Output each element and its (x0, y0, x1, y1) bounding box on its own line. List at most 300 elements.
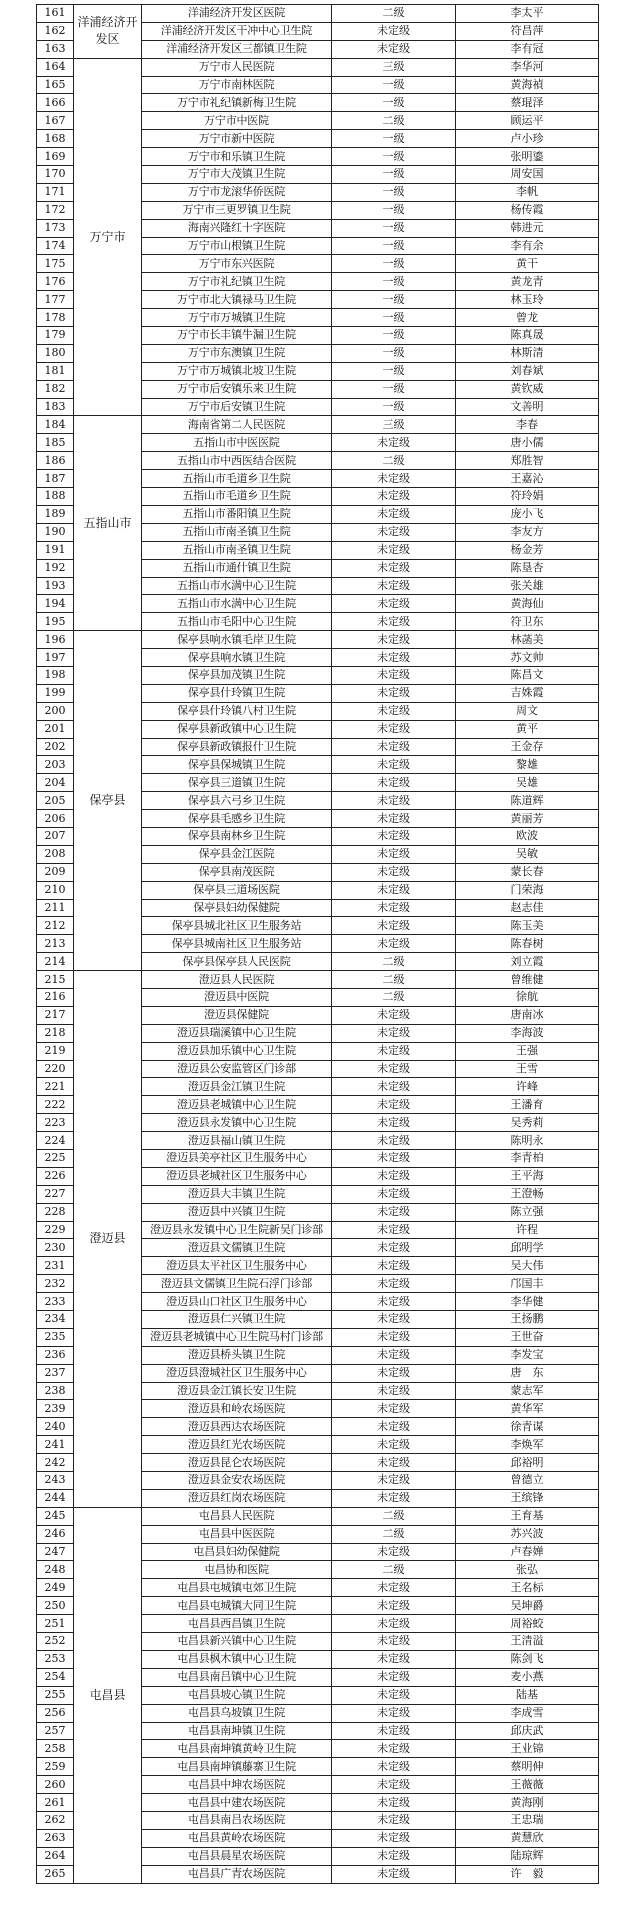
hospital-name: 五指山市毛道乡卫生院 (142, 470, 332, 488)
hospital-level: 未定级 (332, 1096, 456, 1114)
hospital-name: 洋浦经济开发区医院 (142, 5, 332, 23)
contact-person: 李华健 (456, 1293, 599, 1311)
contact-person: 文善明 (456, 398, 599, 416)
contact-person: 王忠瑞 (456, 1811, 599, 1829)
hospital-name: 澄迈县瑞溪镇中心卫生院 (142, 1024, 332, 1042)
hospital-level: 一级 (332, 94, 456, 112)
contact-person: 李华河 (456, 58, 599, 76)
contact-person: 吴敏 (456, 845, 599, 863)
contact-person: 蒙长春 (456, 863, 599, 881)
hospital-name: 五指山市南圣镇卫生院 (142, 523, 332, 541)
hospital-name: 屯昌县枫木镇中心卫生院 (142, 1650, 332, 1668)
contact-person: 刘春斌 (456, 362, 599, 380)
row-number: 168 (37, 130, 74, 148)
contact-person: 吴大伟 (456, 1257, 599, 1275)
hospital-name: 保亭县加茂镇卫生院 (142, 666, 332, 684)
hospital-name: 澄迈县永发镇中心卫生院 (142, 1114, 332, 1132)
hospital-level: 未定级 (332, 917, 456, 935)
hospital-level: 二级 (332, 971, 456, 989)
table-row (37, 58, 599, 76)
row-number: 254 (37, 1668, 74, 1686)
hospital-name: 万宁市东澳镇卫生院 (142, 344, 332, 362)
hospital-name: 屯昌县乌坡镇卫生院 (142, 1704, 332, 1722)
row-number: 259 (37, 1758, 74, 1776)
hospital-name: 屯昌县南吕镇中心卫生院 (142, 1668, 332, 1686)
region-cell: 洋浦经济开发区 (74, 5, 142, 59)
row-number: 231 (37, 1257, 74, 1275)
contact-person: 张关雄 (456, 577, 599, 595)
hospital-level: 未定级 (332, 523, 456, 541)
hospital-name: 五指山市毛道乡卫生院 (142, 488, 332, 506)
hospital-level: 一级 (332, 237, 456, 255)
row-number: 249 (37, 1579, 74, 1597)
hospital-name: 澄迈县昆仑农场医院 (142, 1454, 332, 1472)
contact-person: 苏文帅 (456, 649, 599, 667)
contact-person: 曾维健 (456, 971, 599, 989)
hospital-level: 未定级 (332, 827, 456, 845)
hospital-name: 万宁市北大镇禄马卫生院 (142, 291, 332, 309)
row-number: 183 (37, 398, 74, 416)
hospital-level: 未定级 (332, 488, 456, 506)
hospital-name: 屯昌县人民医院 (142, 1507, 332, 1525)
hospital-level: 未定级 (332, 810, 456, 828)
row-number: 200 (37, 702, 74, 720)
hospital-level: 未定级 (332, 666, 456, 684)
hospital-name: 屯昌县广青农场医院 (142, 1865, 332, 1883)
row-number: 181 (37, 362, 74, 380)
contact-person: 黎雄 (456, 756, 599, 774)
hospital-level: 未定级 (332, 1794, 456, 1812)
hospital-level: 二级 (332, 988, 456, 1006)
contact-person: 赵志佳 (456, 899, 599, 917)
hospital-level: 未定级 (332, 1328, 456, 1346)
row-number: 225 (37, 1150, 74, 1168)
hospital-level: 三级 (332, 416, 456, 434)
row-number: 226 (37, 1167, 74, 1185)
hospital-level: 未定级 (332, 1275, 456, 1293)
hospital-level: 未定级 (332, 40, 456, 58)
row-number: 253 (37, 1650, 74, 1668)
hospital-name: 澄迈县美亭社区卫生服务中心 (142, 1150, 332, 1168)
contact-person: 王育基 (456, 1507, 599, 1525)
hospital-name: 五指山市南圣镇卫生院 (142, 541, 332, 559)
contact-person: 王扬鹏 (456, 1311, 599, 1329)
hospital-name: 洋浦经济开发区三都镇卫生院 (142, 40, 332, 58)
hospital-name: 五指山市水满中心卫生院 (142, 577, 332, 595)
hospital-level: 一级 (332, 166, 456, 184)
contact-person: 唐 东 (456, 1364, 599, 1382)
hospital-name: 澄迈县中医院 (142, 988, 332, 1006)
hospital-level: 未定级 (332, 1650, 456, 1668)
hospital-level: 未定级 (332, 541, 456, 559)
contact-person: 王名标 (456, 1579, 599, 1597)
row-number: 247 (37, 1543, 74, 1561)
row-number: 184 (37, 416, 74, 434)
row-number: 222 (37, 1096, 74, 1114)
row-number: 250 (37, 1597, 74, 1615)
hospital-level: 一级 (332, 183, 456, 201)
hospital-level: 未定级 (332, 1006, 456, 1024)
contact-person: 黄干 (456, 255, 599, 273)
row-number: 167 (37, 112, 74, 130)
contact-person: 周安国 (456, 166, 599, 184)
hospital-name: 屯昌县中医医院 (142, 1525, 332, 1543)
contact-person: 林斯清 (456, 344, 599, 362)
hospital-name: 屯昌县屯城镇屯郊卫生院 (142, 1579, 332, 1597)
hospital-level: 一级 (332, 309, 456, 327)
row-number: 240 (37, 1418, 74, 1436)
hospital-name: 保亭县保亭县人民医院 (142, 953, 332, 971)
hospital-name: 保亭县新政镇中心卫生院 (142, 720, 332, 738)
hospital-name: 屯昌县晨星农场医院 (142, 1847, 332, 1865)
row-number: 256 (37, 1704, 74, 1722)
row-number: 202 (37, 738, 74, 756)
row-number: 237 (37, 1364, 74, 1382)
hospital-level: 未定级 (332, 1311, 456, 1329)
contact-person: 黄海禎 (456, 76, 599, 94)
hospital-name: 澄迈县加乐镇中心卫生院 (142, 1042, 332, 1060)
row-number: 174 (37, 237, 74, 255)
contact-person: 陈春树 (456, 935, 599, 953)
hospital-name: 澄迈县山口社区卫生服务中心 (142, 1293, 332, 1311)
hospital-level: 未定级 (332, 1400, 456, 1418)
hospital-level: 未定级 (332, 613, 456, 631)
contact-person: 邱庆武 (456, 1722, 599, 1740)
hospital-level: 一级 (332, 273, 456, 291)
hospital-level: 未定级 (332, 774, 456, 792)
contact-person: 黄钦威 (456, 380, 599, 398)
row-number: 235 (37, 1328, 74, 1346)
contact-person: 邱明学 (456, 1239, 599, 1257)
contact-person: 李有余 (456, 237, 599, 255)
hospital-name: 澄迈县仁兴镇卫生院 (142, 1311, 332, 1329)
row-number: 218 (37, 1024, 74, 1042)
contact-person: 欧波 (456, 827, 599, 845)
row-number: 219 (37, 1042, 74, 1060)
hospital-level: 未定级 (332, 1454, 456, 1472)
contact-person: 吴雄 (456, 774, 599, 792)
row-number: 180 (37, 344, 74, 362)
contact-person: 李友方 (456, 523, 599, 541)
hospital-name: 万宁市龙滚华侨医院 (142, 183, 332, 201)
hospital-name: 屯昌县坡心镇卫生院 (142, 1686, 332, 1704)
row-number: 251 (37, 1615, 74, 1633)
contact-person: 唐南冰 (456, 1006, 599, 1024)
hospital-level: 二级 (332, 953, 456, 971)
hospital-level: 未定级 (332, 720, 456, 738)
row-number: 162 (37, 22, 74, 40)
contact-person: 吴坤爵 (456, 1597, 599, 1615)
hospital-level: 未定级 (332, 935, 456, 953)
row-number: 195 (37, 613, 74, 631)
hospital-level: 未定级 (332, 1060, 456, 1078)
contact-person: 周文 (456, 702, 599, 720)
row-number: 220 (37, 1060, 74, 1078)
hospital-level: 一级 (332, 130, 456, 148)
contact-person: 杨金芳 (456, 541, 599, 559)
hospital-name: 万宁市三更罗镇卫生院 (142, 201, 332, 219)
row-number: 179 (37, 327, 74, 345)
hospital-name: 保亭县三道镇卫生院 (142, 774, 332, 792)
row-number: 198 (37, 666, 74, 684)
hospital-name: 五指山市中医医院 (142, 434, 332, 452)
hospital-level: 未定级 (332, 1346, 456, 1364)
hospital-level: 未定级 (332, 1364, 456, 1382)
hospital-name: 万宁市新中医院 (142, 130, 332, 148)
hospital-name: 澄迈县太平社区卫生服务中心 (142, 1257, 332, 1275)
hospital-level: 未定级 (332, 1132, 456, 1150)
contact-person: 黄平 (456, 720, 599, 738)
row-number: 211 (37, 899, 74, 917)
hospital-name: 保亭县城北社区卫生服务站 (142, 917, 332, 935)
row-number: 191 (37, 541, 74, 559)
hospital-level: 二级 (332, 5, 456, 23)
contact-person: 卢小珍 (456, 130, 599, 148)
hospital-name: 澄迈县永发镇中心卫生院新吴门诊部 (142, 1221, 332, 1239)
hospital-level: 未定级 (332, 1543, 456, 1561)
hospital-level: 未定级 (332, 1436, 456, 1454)
contact-person: 许程 (456, 1221, 599, 1239)
hospital-level: 未定级 (332, 22, 456, 40)
hospital-name: 保亭县六弓乡卫生院 (142, 792, 332, 810)
hospital-name: 海南兴隆红十字医院 (142, 219, 332, 237)
contact-person: 黄龙青 (456, 273, 599, 291)
hospital-level: 未定级 (332, 738, 456, 756)
hospital-name: 万宁市长丰镇牛漏卫生院 (142, 327, 332, 345)
contact-person: 李发宝 (456, 1346, 599, 1364)
hospital-name: 澄迈县桥头镇卫生院 (142, 1346, 332, 1364)
row-number: 257 (37, 1722, 74, 1740)
table-row (37, 971, 599, 989)
contact-person: 陈玉美 (456, 917, 599, 935)
hospital-level: 未定级 (332, 1758, 456, 1776)
contact-person: 李海波 (456, 1024, 599, 1042)
row-number: 241 (37, 1436, 74, 1454)
hospital-name: 保亭县保城镇卫生院 (142, 756, 332, 774)
contact-person: 陈真晟 (456, 327, 599, 345)
row-number: 197 (37, 649, 74, 667)
hospital-name: 屯昌县南坤镇黄岭卫生院 (142, 1740, 332, 1758)
contact-person: 庞小飞 (456, 505, 599, 523)
contact-person: 郑胜智 (456, 452, 599, 470)
hospital-name: 澄迈县大丰镇卫生院 (142, 1185, 332, 1203)
hospital-level: 未定级 (332, 577, 456, 595)
hospital-level: 未定级 (332, 1418, 456, 1436)
row-number: 176 (37, 273, 74, 291)
hospital-name: 屯昌县中坤农场医院 (142, 1776, 332, 1794)
contact-person: 黄丽芳 (456, 810, 599, 828)
row-number: 221 (37, 1078, 74, 1096)
hospital-name: 保亭县响水镇卫生院 (142, 649, 332, 667)
row-number: 192 (37, 559, 74, 577)
hospital-level: 一级 (332, 219, 456, 237)
row-number: 224 (37, 1132, 74, 1150)
hospital-level: 未定级 (332, 1489, 456, 1507)
hospital-name: 屯昌县南坤镇卫生院 (142, 1722, 332, 1740)
hospital-level: 未定级 (332, 1024, 456, 1042)
region-cell: 屯昌县 (74, 1507, 142, 1883)
hospital-level: 一级 (332, 255, 456, 273)
contact-person: 王强 (456, 1042, 599, 1060)
hospital-level: 未定级 (332, 1865, 456, 1883)
hospital-level: 未定级 (332, 1776, 456, 1794)
contact-person: 符卫东 (456, 613, 599, 631)
row-number: 171 (37, 183, 74, 201)
hospital-level: 未定级 (332, 1633, 456, 1651)
hospital-level: 二级 (332, 452, 456, 470)
contact-person: 林菡美 (456, 631, 599, 649)
hospital-level: 未定级 (332, 845, 456, 863)
row-number: 261 (37, 1794, 74, 1812)
row-number: 252 (37, 1633, 74, 1651)
contact-person: 李成雪 (456, 1704, 599, 1722)
hospital-level: 未定级 (332, 1221, 456, 1239)
hospital-level: 未定级 (332, 1042, 456, 1060)
contact-person: 陈道辉 (456, 792, 599, 810)
hospital-name: 万宁市东兴医院 (142, 255, 332, 273)
hospital-name: 五指山市毛阳中心卫生院 (142, 613, 332, 631)
hospital-name: 澄迈县澄城社区卫生服务中心 (142, 1364, 332, 1382)
hospital-name: 万宁市和乐镇卫生院 (142, 148, 332, 166)
hospital-name: 澄迈县红岗农场医院 (142, 1489, 332, 1507)
hospital-level: 未定级 (332, 1829, 456, 1847)
hospital-table (36, 4, 599, 1884)
row-number: 201 (37, 720, 74, 738)
row-number: 182 (37, 380, 74, 398)
row-number: 260 (37, 1776, 74, 1794)
hospital-name: 保亭县三道场医院 (142, 881, 332, 899)
contact-person: 杨传霞 (456, 201, 599, 219)
contact-person: 邝国丰 (456, 1275, 599, 1293)
row-number: 233 (37, 1293, 74, 1311)
contact-person: 王缤锋 (456, 1489, 599, 1507)
hospital-name: 万宁市后安镇卫生院 (142, 398, 332, 416)
hospital-level: 一级 (332, 327, 456, 345)
row-number: 204 (37, 774, 74, 792)
row-number: 238 (37, 1382, 74, 1400)
row-number: 187 (37, 470, 74, 488)
row-number: 234 (37, 1311, 74, 1329)
hospital-level: 一级 (332, 76, 456, 94)
contact-person: 陈明永 (456, 1132, 599, 1150)
table-row (37, 631, 599, 649)
contact-person: 陈剑飞 (456, 1650, 599, 1668)
region-cell: 万宁市 (74, 58, 142, 416)
hospital-name: 万宁市人民医院 (142, 58, 332, 76)
row-number: 169 (37, 148, 74, 166)
hospital-level: 未定级 (332, 559, 456, 577)
hospital-level: 一级 (332, 291, 456, 309)
hospital-name: 万宁市万城镇北坡卫生院 (142, 362, 332, 380)
contact-person: 王金存 (456, 738, 599, 756)
contact-person: 黄华军 (456, 1400, 599, 1418)
hospital-name: 屯昌县南吕农场医院 (142, 1811, 332, 1829)
contact-person: 邱裕明 (456, 1454, 599, 1472)
row-number: 243 (37, 1472, 74, 1490)
contact-person: 刘立霞 (456, 953, 599, 971)
hospital-level: 未定级 (332, 756, 456, 774)
hospital-name: 五指山市中西医结合医院 (142, 452, 332, 470)
row-number: 170 (37, 166, 74, 184)
hospital-level: 一级 (332, 380, 456, 398)
row-number: 177 (37, 291, 74, 309)
row-number: 203 (37, 756, 74, 774)
hospital-name: 五指山市水满中心卫生院 (142, 595, 332, 613)
hospital-name: 屯昌县屯城镇大同卫生院 (142, 1597, 332, 1615)
hospital-level: 未定级 (332, 1472, 456, 1490)
hospital-name: 澄迈县人民医院 (142, 971, 332, 989)
contact-person: 李有冠 (456, 40, 599, 58)
hospital-level: 未定级 (332, 1579, 456, 1597)
row-number: 223 (37, 1114, 74, 1132)
hospital-level: 一级 (332, 201, 456, 219)
row-number: 255 (37, 1686, 74, 1704)
hospital-name: 澄迈县老城社区卫生服务中心 (142, 1167, 332, 1185)
hospital-level: 未定级 (332, 1293, 456, 1311)
hospital-level: 三级 (332, 58, 456, 76)
contact-person: 黄慧欣 (456, 1829, 599, 1847)
contact-person: 王潘育 (456, 1096, 599, 1114)
hospital-name: 保亭县什玲镇八村卫生院 (142, 702, 332, 720)
hospital-name: 洋浦经济开发区干冲中心卫生院 (142, 22, 332, 40)
hospital-level: 未定级 (332, 1167, 456, 1185)
contact-person: 周裕蛟 (456, 1615, 599, 1633)
row-number: 209 (37, 863, 74, 881)
hospital-level: 未定级 (332, 702, 456, 720)
hospital-name: 屯昌县中建农场医院 (142, 1794, 332, 1812)
hospital-name: 屯昌县黄岭农场医院 (142, 1829, 332, 1847)
row-number: 193 (37, 577, 74, 595)
row-number: 188 (37, 488, 74, 506)
contact-person: 陆基 (456, 1686, 599, 1704)
row-number: 178 (37, 309, 74, 327)
row-number: 248 (37, 1561, 74, 1579)
hospital-level: 二级 (332, 1507, 456, 1525)
hospital-name: 澄迈县福山镇卫生院 (142, 1132, 332, 1150)
hospital-level: 未定级 (332, 1740, 456, 1758)
contact-person: 李太平 (456, 5, 599, 23)
contact-person: 顾运平 (456, 112, 599, 130)
region-cell: 五指山市 (74, 416, 142, 631)
hospital-level: 一级 (332, 362, 456, 380)
contact-person: 卢春婵 (456, 1543, 599, 1561)
contact-person: 符玲娟 (456, 488, 599, 506)
contact-person: 黄海刚 (456, 1794, 599, 1812)
contact-person: 陆琼辉 (456, 1847, 599, 1865)
hospital-name: 澄迈县文儒镇卫生院石浮门诊部 (142, 1275, 332, 1293)
hospital-level: 未定级 (332, 1847, 456, 1865)
hospital-name: 万宁市礼纪镇卫生院 (142, 273, 332, 291)
hospital-level: 未定级 (332, 1686, 456, 1704)
row-number: 208 (37, 845, 74, 863)
contact-person: 吴秀莉 (456, 1114, 599, 1132)
hospital-level: 未定级 (332, 595, 456, 613)
hospital-level: 未定级 (332, 1704, 456, 1722)
table-row (37, 1507, 599, 1525)
contact-person: 徐航 (456, 988, 599, 1006)
hospital-level: 未定级 (332, 1597, 456, 1615)
contact-person: 王嘉沁 (456, 470, 599, 488)
contact-person: 吉姝霞 (456, 684, 599, 702)
hospital-level: 未定级 (332, 631, 456, 649)
contact-person: 李青柏 (456, 1150, 599, 1168)
row-number: 263 (37, 1829, 74, 1847)
hospital-level: 未定级 (332, 1615, 456, 1633)
contact-person: 陈昌文 (456, 666, 599, 684)
row-number: 215 (37, 971, 74, 989)
hospital-name: 澄迈县和岭农场医院 (142, 1400, 332, 1418)
row-number: 199 (37, 684, 74, 702)
